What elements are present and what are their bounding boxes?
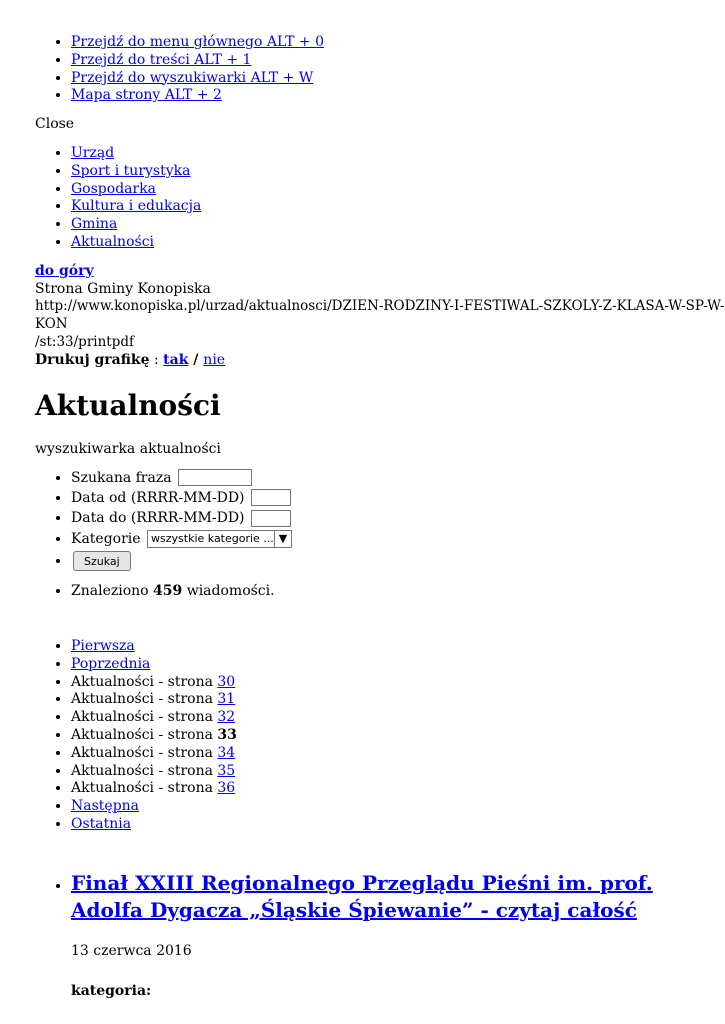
print-graphic-no-link[interactable]: nie — [203, 351, 226, 368]
form-row-category — [71, 529, 725, 549]
form-row-submit — [71, 549, 725, 571]
search-submit-button[interactable]: Szukaj — [73, 551, 131, 571]
pager-prev-link[interactable]: Poprzednia — [71, 655, 151, 672]
pager-page-prefix: Aktualności - strona — [71, 709, 218, 726]
pager-item — [71, 763, 725, 781]
back-to-top-link[interactable]: do góry — [35, 262, 94, 279]
pager-next-link[interactable]: Następna — [71, 798, 140, 815]
menu-item-kultura[interactable]: Kultura i edukacja — [71, 198, 202, 215]
category-select-value: wszystkie kategorie ... — [151, 531, 274, 545]
pager-first-link[interactable]: Pierwsza — [71, 637, 135, 654]
site-name: Strona Gminy Konopiska — [35, 280, 211, 297]
pager-page-prefix: Aktualności - strona — [71, 726, 218, 743]
news-list — [35, 870, 725, 1000]
menu-item-sport[interactable]: Sport i turystyka — [71, 162, 191, 179]
pager-page-link[interactable]: 30 — [217, 673, 236, 690]
menu-item-urzad[interactable]: Urząd — [71, 144, 115, 161]
phrase-input[interactable] — [178, 469, 252, 486]
page-url-line-1: http://www.konopiska.pl/urzad/aktualnosci/DZIEN-RODZINY-I-FESTIWAL-SZKOLY-Z-KLASA-W-SP-W-KON — [35, 298, 725, 333]
news-date: 13 czerwca 2016 — [71, 942, 192, 959]
skip-links — [35, 0, 725, 105]
skip-link-item — [71, 87, 725, 105]
menu-item-aktualnosci[interactable]: Aktualności — [71, 233, 155, 250]
print-graphic-sep: : — [149, 351, 164, 368]
pager-page-prefix: Aktualności - strona — [71, 744, 218, 761]
pager-page-link[interactable]: 32 — [217, 709, 236, 726]
pager-item — [71, 638, 725, 656]
pager-page-prefix: Aktualności - strona — [71, 673, 218, 690]
pager-page-link[interactable]: 36 — [217, 780, 236, 797]
print-graphic-yes-link[interactable]: tak — [163, 351, 189, 368]
skip-to-menu-link[interactable]: Przejdź do menu głównego ALT + 0 — [71, 34, 324, 50]
skip-link-item — [71, 70, 725, 88]
pager-item — [71, 674, 725, 692]
form-row-date-to — [71, 508, 725, 528]
print-graphic — [35, 352, 725, 370]
menu-item — [71, 198, 725, 216]
print-graphic-label: Drukuj grafikę — [35, 351, 150, 368]
pagination — [35, 638, 725, 834]
pager-page-link[interactable]: 35 — [217, 762, 236, 779]
pager-item — [71, 745, 725, 763]
page-url-line-2: /st:33/printpdf — [35, 333, 134, 350]
dropdown-arrow-icon[interactable]: ▼ — [274, 531, 291, 547]
pager-item — [71, 816, 725, 834]
menu-item — [71, 163, 725, 181]
main-menu — [35, 145, 725, 252]
search-section-label: wyszukiwarka aktualności — [35, 440, 221, 457]
news-title-link[interactable]: Finał XXIII Regionalnego Przeglądu Pieśni im. prof. Adolfa Dygacza „Śląskie Śpiewanie” - czytaj całość — [71, 870, 653, 922]
date-from-label: Data od (RRRR-MM-DD) — [71, 489, 245, 506]
form-row-phrase — [71, 468, 725, 488]
page-title: Aktualności — [35, 388, 221, 422]
pager-item — [71, 691, 725, 709]
news-category-label: kategoria: — [71, 982, 152, 999]
print-graphic-slash: / — [188, 351, 204, 368]
results-prefix: Znaleziono — [71, 583, 154, 600]
phrase-label: Szukana fraza — [71, 469, 172, 486]
skip-link-item — [71, 52, 725, 70]
pager-page-link[interactable]: 31 — [217, 691, 236, 708]
menu-item — [71, 216, 725, 234]
results-count — [71, 583, 725, 601]
pager-item — [71, 780, 725, 798]
top-link-wrapper — [35, 263, 725, 281]
menu-item — [71, 145, 725, 163]
search-form — [35, 468, 725, 572]
category-label: Kategorie — [71, 530, 141, 547]
menu-item — [71, 234, 725, 252]
date-to-input[interactable] — [251, 510, 291, 527]
sitemap-link[interactable]: Mapa strony ALT + 2 — [71, 87, 222, 104]
pager-item — [71, 656, 725, 674]
close-button[interactable]: Close — [35, 116, 75, 133]
pager-page-prefix: Aktualności - strona — [71, 691, 218, 708]
pager-item — [71, 709, 725, 727]
pager-page-prefix: Aktualności - strona — [71, 780, 218, 797]
results-number: 459 — [153, 583, 183, 600]
news-title — [71, 870, 725, 924]
menu-item-gospodarka[interactable]: Gospodarka — [71, 180, 157, 197]
date-to-label: Data do (RRRR-MM-DD) — [71, 510, 245, 527]
skip-to-content-link[interactable]: Przejdź do treści ALT + 1 — [71, 51, 252, 68]
results-suffix: wiadomości. — [182, 583, 275, 600]
date-from-input[interactable] — [251, 489, 291, 506]
menu-item-gmina[interactable]: Gmina — [71, 216, 118, 233]
pager-item — [71, 798, 725, 816]
skip-to-search-link[interactable]: Przejdź do wyszukiwarki ALT + W — [71, 69, 314, 86]
category-select[interactable] — [147, 530, 292, 548]
form-row-date-from — [71, 488, 725, 508]
menu-item — [71, 181, 725, 199]
pager-page-link[interactable]: 34 — [217, 744, 236, 761]
pager-last-link[interactable]: Ostatnia — [71, 815, 132, 832]
news-item — [71, 870, 725, 1000]
pager-current-page: 33 — [217, 726, 237, 743]
skip-link-item — [71, 34, 725, 52]
pager-page-prefix: Aktualności - strona — [71, 762, 218, 779]
results-summary — [35, 583, 725, 601]
pager-item — [71, 727, 725, 745]
